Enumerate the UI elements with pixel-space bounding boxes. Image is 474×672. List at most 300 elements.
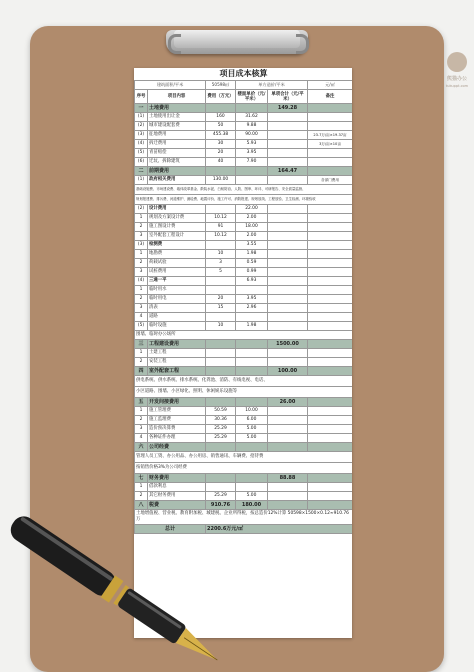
cell-subtotal [268, 349, 308, 358]
cell-note [308, 214, 353, 223]
cell-note [308, 349, 353, 358]
cell-unit-price: 31.62 [236, 113, 268, 122]
cell-subtotal [268, 259, 308, 268]
cell-unit-price: 2.96 [236, 304, 268, 313]
cell-note [308, 425, 353, 434]
cell-note [308, 407, 353, 416]
note-text: 规划报建费、排污费、河道维护、测绘费、地震评价、施工许可、消防报建、规划放线、工程放验、卫生检测、环境验收 [135, 195, 353, 205]
cell-unit-price [236, 313, 268, 322]
table-row [135, 313, 353, 322]
cell-amount [206, 286, 236, 295]
cell-amount: 30 [206, 140, 236, 149]
header-subtotal: 单项合计（元/平米） [268, 90, 308, 104]
cell-subtotal [268, 241, 308, 250]
cell-unit-price: 18.00 [236, 223, 268, 232]
cell-amount: 20 [206, 295, 236, 304]
cell-item: 公司经费 [148, 443, 206, 452]
cell-subtotal [268, 149, 308, 158]
cell-item: 城市建设配套费 [148, 122, 206, 131]
area-value: 50598㎡ [206, 81, 236, 90]
cell-amount [206, 340, 236, 349]
cell-item: 检测费 [148, 241, 206, 250]
cell-subtotal [268, 268, 308, 277]
cell-amount: 50 [206, 122, 236, 131]
cell-unit-price [236, 367, 268, 376]
cell-amount: 10.12 [206, 214, 236, 223]
cell-amount: 455.38 [206, 131, 236, 140]
clip-ring-left [168, 34, 181, 54]
cell-unit-price [236, 483, 268, 492]
table-row [135, 214, 353, 223]
cell-amount [206, 313, 236, 322]
cell-item: 财务费用 [148, 474, 206, 483]
cell-item: 土地费用 [148, 104, 206, 113]
cell-note [308, 232, 353, 241]
note-text: 围墙、临时办公场所 [135, 331, 353, 340]
table-row [135, 349, 353, 358]
cell-subtotal: 149.28 [268, 104, 308, 113]
header-item: 项目内容 [148, 90, 206, 104]
table-row [135, 122, 353, 131]
cell-amount: 910.76 [206, 501, 236, 510]
cell-subtotal [268, 483, 308, 492]
table-row [135, 304, 353, 313]
cell-no: 1 [135, 214, 148, 223]
section-row [135, 104, 353, 113]
cell-amount [206, 398, 236, 407]
cell-subtotal [268, 205, 308, 214]
cell-subtotal [268, 313, 308, 322]
unit-cost-label: 单方造价/平米 [236, 81, 308, 90]
cell-item: 借款利息 [148, 483, 206, 492]
table-row [135, 434, 353, 443]
cell-item: 拆迁费用 [148, 140, 206, 149]
cell-amount: 40 [206, 158, 236, 167]
cell-unit-price [236, 104, 268, 113]
table-row [135, 241, 353, 250]
cell-amount [206, 358, 236, 367]
cell-note [308, 167, 353, 176]
cell-subtotal [268, 232, 308, 241]
cell-unit-price: 6.93 [236, 277, 268, 286]
cell-unit-price: 5.00 [236, 492, 268, 501]
note-row [135, 185, 353, 195]
brand-url: tukuppt.com [445, 84, 469, 88]
cell-item: 土建工程 [148, 349, 206, 358]
cell-item: 室外配套工程设计 [148, 232, 206, 241]
brand-name: 熊猫办公 [446, 76, 467, 82]
cell-note [308, 443, 353, 452]
cell-subtotal: 100.00 [268, 367, 308, 376]
cell-item: 税费 [148, 501, 206, 510]
title-row [135, 68, 353, 81]
cell-item: 施工管理费 [148, 407, 206, 416]
table-row [135, 223, 353, 232]
cell-unit-price: 3.95 [236, 295, 268, 304]
subtitle-row [135, 81, 353, 90]
cell-note [308, 367, 353, 376]
cell-unit-price: 0.99 [236, 268, 268, 277]
cell-item: 安装工程 [148, 358, 206, 367]
table-row [135, 113, 353, 122]
cell-no: 四 [135, 367, 148, 376]
cell-unit-price [236, 286, 268, 295]
cell-no: 2 [135, 358, 148, 367]
cell-note: 各部门费用 [308, 176, 353, 185]
note-row [135, 387, 353, 398]
cell-no: 3 [135, 425, 148, 434]
cell-note [308, 268, 353, 277]
cell-amount: 10 [206, 250, 236, 259]
cell-subtotal [268, 304, 308, 313]
table-row [135, 286, 353, 295]
cell-note [308, 358, 353, 367]
cell-note [308, 149, 353, 158]
cell-subtotal [268, 223, 308, 232]
cell-amount: 91 [206, 223, 236, 232]
cell-no: 二 [135, 167, 148, 176]
cell-amount [206, 443, 236, 452]
cell-unit-price: 7.90 [236, 158, 268, 167]
cell-amount: 3 [206, 259, 236, 268]
cell-amount [206, 367, 236, 376]
cell-note [308, 474, 353, 483]
section-row [135, 167, 353, 176]
total-label: 总计 [135, 525, 206, 534]
cell-item: 土地使用出让金 [148, 113, 206, 122]
cell-amount [206, 241, 236, 250]
cell-item: 临时设施 [148, 322, 206, 331]
cell-subtotal [268, 407, 308, 416]
cell-amount [206, 277, 236, 286]
cell-item: 施工图设计费 [148, 223, 206, 232]
cell-amount [206, 167, 236, 176]
cell-no: (2) [135, 205, 148, 214]
note-text: 小区道路、围墙、小区绿化、照明、休闲娱乐设施等 [135, 387, 353, 398]
cell-no: 2 [135, 223, 148, 232]
note-text: 供电系统、供水系统、排水系统、化粪池、消防、有线电视、电话、 [135, 376, 353, 387]
cell-unit-price [236, 443, 268, 452]
cell-note [308, 158, 353, 167]
cell-amount [206, 205, 236, 214]
cell-item: 三通一平 [148, 277, 206, 286]
cell-unit-price: 5.00 [236, 434, 268, 443]
cell-item: 临时用水 [148, 286, 206, 295]
section-row [135, 501, 353, 510]
cell-no: (5) [135, 149, 148, 158]
cell-amount: 20 [206, 149, 236, 158]
cell-note [308, 259, 353, 268]
cell-note [308, 295, 353, 304]
cell-subtotal [268, 158, 308, 167]
cell-amount: 130.00 [206, 176, 236, 185]
cell-unit-price: 3.55 [236, 241, 268, 250]
brand-watermark [444, 52, 470, 98]
cell-item: 其它财务费用 [148, 492, 206, 501]
section-row [135, 443, 353, 452]
cell-item: 征地费用 [148, 131, 206, 140]
cell-no: 2 [135, 295, 148, 304]
cell-item: 临时用电 [148, 295, 206, 304]
cell-no: 2 [135, 259, 148, 268]
cell-no: (4) [135, 140, 148, 149]
note-row [135, 331, 353, 340]
cell-note [308, 340, 353, 349]
cell-item: 造价预决算费 [148, 425, 206, 434]
cell-note [308, 322, 353, 331]
cell-item: 青苗赔偿 [148, 149, 206, 158]
cell-unit-price [236, 349, 268, 358]
note-row [135, 463, 353, 474]
cell-item: 前期费用 [148, 167, 206, 176]
table-row [135, 483, 353, 492]
cell-subtotal: 164.47 [268, 167, 308, 176]
cell-unit-price: 2.00 [236, 232, 268, 241]
clipboard-clip-plate [174, 30, 300, 48]
total-row [135, 525, 353, 534]
table-row [135, 407, 353, 416]
cell-unit-price: 0.59 [236, 259, 268, 268]
table-row [135, 259, 353, 268]
cell-note [308, 304, 353, 313]
table-row [135, 149, 353, 158]
cell-note [308, 398, 353, 407]
header-no: 序号 [135, 90, 148, 104]
cell-unit-price: 22.00 [236, 205, 268, 214]
cell-subtotal [268, 443, 308, 452]
cell-no: 六 [135, 443, 148, 452]
cell-unit-price: 90.00 [236, 131, 268, 140]
cell-unit-price: 10.00 [236, 407, 268, 416]
cell-no: 3 [135, 268, 148, 277]
section-row [135, 340, 353, 349]
table-row [135, 158, 353, 167]
cell-note: 3万/亩×10亩 [308, 140, 353, 149]
cell-note [308, 313, 353, 322]
cell-subtotal [268, 277, 308, 286]
cell-amount: 50.59 [206, 407, 236, 416]
cell-item: 开发间接费用 [148, 398, 206, 407]
cell-note [308, 104, 353, 113]
cell-note [308, 483, 353, 492]
cell-amount: 25.29 [206, 492, 236, 501]
cell-subtotal: 26.00 [268, 398, 308, 407]
cell-unit-price: 5.00 [236, 425, 268, 434]
cell-note [308, 241, 353, 250]
cell-no: 1 [135, 483, 148, 492]
cell-no: 1 [135, 250, 148, 259]
cell-subtotal: 88.88 [268, 474, 308, 483]
cell-item: 道路 [148, 313, 206, 322]
cell-no: (5) [135, 322, 148, 331]
table-row [135, 268, 353, 277]
cell-item: 室外配套工程 [148, 367, 206, 376]
cell-subtotal [268, 434, 308, 443]
cell-note [308, 122, 353, 131]
cell-subtotal [268, 214, 308, 223]
cell-no: 一 [135, 104, 148, 113]
cell-no: 2 [135, 416, 148, 425]
note-text: 基础设施费、市场建设费、墙体改革基金、散装水泥、白蚁防治、人防、图审、环评、可研报告、安全质量监督、 [135, 185, 353, 195]
cell-item: 政府相关费用 [148, 176, 206, 185]
cell-subtotal [268, 501, 308, 510]
cell-note: 23.7万/亩×19.37亩 [308, 131, 353, 140]
cell-amount [206, 349, 236, 358]
cell-subtotal [268, 286, 308, 295]
cell-amount: 5 [206, 268, 236, 277]
doc-title: 项目成本核算 [219, 69, 268, 78]
note-text: 按销售价格3%为公司经费 [135, 463, 353, 474]
cell-no: 七 [135, 474, 148, 483]
cell-no: 4 [135, 313, 148, 322]
cell-item: 设计费用 [148, 205, 206, 214]
cell-item: 规划及方案设计费 [148, 214, 206, 223]
unit-cost-value: 元/㎡ [308, 81, 353, 90]
cell-item: 各种证件办理 [148, 434, 206, 443]
cell-unit-price: 2.00 [236, 214, 268, 223]
table-row [135, 425, 353, 434]
cell-subtotal [268, 425, 308, 434]
cell-subtotal [268, 416, 308, 425]
cell-amount: 30.36 [206, 416, 236, 425]
table-row [135, 250, 353, 259]
area-label: 建筑面积/平米 [135, 81, 206, 90]
header-row [135, 90, 353, 104]
note-row [135, 452, 353, 463]
cell-amount [206, 483, 236, 492]
cell-no: 八 [135, 501, 148, 510]
table-row [135, 277, 353, 286]
cell-amount: 10.12 [206, 232, 236, 241]
cell-item: 迁坟、拆除建筑 [148, 158, 206, 167]
table-row [135, 140, 353, 149]
clip-ring-right [296, 34, 309, 54]
cell-subtotal [268, 295, 308, 304]
section-row [135, 398, 353, 407]
table-row [135, 295, 353, 304]
cell-subtotal [268, 322, 308, 331]
table-row [135, 205, 353, 214]
cell-unit-price [236, 176, 268, 185]
cell-note [308, 223, 353, 232]
cell-unit-price: 180.00 [236, 501, 268, 510]
note-text: 土地增值税、营业税、教育附加税、城建税、企业所得税，按总造价12%计算 50598×1500×0.12≈910.76万 [135, 510, 353, 525]
cell-item: 试桩费用 [148, 268, 206, 277]
cell-unit-price: 6.00 [236, 416, 268, 425]
table-row [135, 416, 353, 425]
cell-unit-price [236, 340, 268, 349]
cell-subtotal [268, 122, 308, 131]
cell-no: 1 [135, 349, 148, 358]
cell-subtotal [268, 176, 308, 185]
cell-note [308, 113, 353, 122]
cell-note [308, 416, 353, 425]
cell-subtotal [268, 250, 308, 259]
note-text: 管理人员工资、办公用品、办公用房、销售通讯、车辆费、招待费 [135, 452, 353, 463]
brand-logo [447, 52, 467, 72]
cell-subtotal [268, 358, 308, 367]
table-row [135, 322, 353, 331]
cell-amount: 15 [206, 304, 236, 313]
cell-no: (1) [135, 113, 148, 122]
cell-unit-price [236, 358, 268, 367]
cell-note [308, 277, 353, 286]
cell-unit-price: 3.95 [236, 149, 268, 158]
table-row [135, 176, 353, 185]
cell-unit-price [236, 474, 268, 483]
table-row [135, 232, 353, 241]
cell-note [308, 434, 353, 443]
section-row [135, 474, 353, 483]
header-note: 备注 [308, 90, 353, 104]
cell-note [308, 286, 353, 295]
cell-no: 1 [135, 407, 148, 416]
cell-subtotal [268, 113, 308, 122]
cell-amount: 25.29 [206, 434, 236, 443]
cell-subtotal [268, 140, 308, 149]
cell-unit-price: 1.98 [236, 322, 268, 331]
cell-no: (3) [135, 241, 148, 250]
cell-note [308, 501, 353, 510]
cell-amount [206, 104, 236, 113]
cell-subtotal [268, 131, 308, 140]
cell-note [308, 250, 353, 259]
cell-note [308, 205, 353, 214]
table-row [135, 358, 353, 367]
cell-item: 工程建设费用 [148, 340, 206, 349]
cell-no: 3 [135, 304, 148, 313]
header-amount: 费用（万元） [206, 90, 236, 104]
section-row [135, 367, 353, 376]
table-row [135, 492, 353, 501]
cell-no: 五 [135, 398, 148, 407]
cell-no: 2 [135, 492, 148, 501]
total-value: 2200.6万元/㎡ [206, 525, 353, 534]
cell-unit-price: 1.98 [236, 250, 268, 259]
cell-no: 1 [135, 286, 148, 295]
cell-no: (6) [135, 158, 148, 167]
cell-note [308, 492, 353, 501]
cost-table [134, 68, 352, 534]
cell-amount: 10 [206, 322, 236, 331]
spreadsheet-paper [134, 68, 352, 638]
header-unit-price: 楼面单价（元/平米） [236, 90, 268, 104]
cell-unit-price [236, 398, 268, 407]
cell-no: (1) [135, 176, 148, 185]
note-row [135, 195, 353, 205]
cell-no: 4 [135, 434, 148, 443]
table-row [135, 131, 353, 140]
cell-unit-price: 9.88 [236, 122, 268, 131]
cell-no: 三 [135, 340, 148, 349]
cell-no: (2) [135, 122, 148, 131]
cell-item: 施工监理费 [148, 416, 206, 425]
cell-amount: 160 [206, 113, 236, 122]
cell-item: 清表 [148, 304, 206, 313]
cell-no: (3) [135, 131, 148, 140]
cell-no: (4) [135, 277, 148, 286]
cell-item: 荷载试验 [148, 259, 206, 268]
note-row [135, 376, 353, 387]
cell-no: 3 [135, 232, 148, 241]
note-row [135, 510, 353, 525]
cell-amount: 25.29 [206, 425, 236, 434]
cell-item: 地勘费 [148, 250, 206, 259]
cell-subtotal [268, 492, 308, 501]
cell-unit-price [236, 167, 268, 176]
cell-amount [206, 474, 236, 483]
cell-subtotal: 1500.00 [268, 340, 308, 349]
